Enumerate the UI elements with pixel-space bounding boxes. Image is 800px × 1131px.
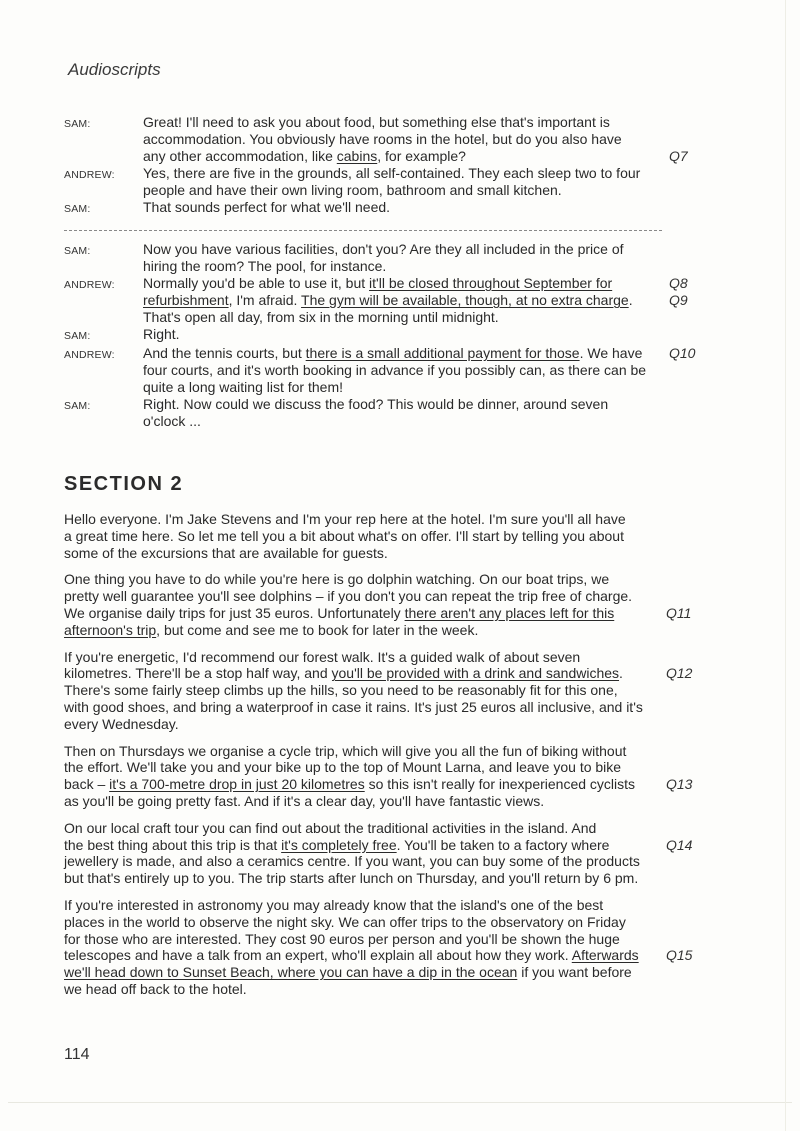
paragraph bbox=[64, 511, 704, 561]
text-line bbox=[64, 571, 662, 588]
section-title: SECTION 2 bbox=[64, 473, 184, 495]
paragraph bbox=[64, 649, 704, 733]
text-line bbox=[143, 396, 665, 413]
question-marker bbox=[662, 743, 706, 810]
text-segment: o'clock ... bbox=[143, 413, 201, 429]
paragraph-text bbox=[64, 820, 662, 887]
text-line bbox=[64, 649, 662, 666]
question-number: Q8 bbox=[669, 275, 688, 291]
paragraph-text bbox=[64, 511, 662, 561]
text-line bbox=[143, 131, 665, 148]
dialogue-text bbox=[143, 165, 665, 199]
text-line bbox=[64, 947, 662, 964]
text-line bbox=[64, 931, 662, 948]
text-segment: . bbox=[619, 665, 623, 682]
dashed-divider bbox=[64, 230, 662, 231]
question-number: Q13 bbox=[666, 776, 693, 793]
text-line bbox=[64, 820, 662, 837]
underlined-answer-text: you'll be provided with a drink and sandwiches bbox=[331, 665, 620, 682]
paragraph-text bbox=[64, 743, 662, 810]
dialogue-part-2 bbox=[64, 241, 704, 430]
question-number: Q7 bbox=[669, 148, 688, 164]
dialogue-text bbox=[143, 199, 665, 218]
text-line bbox=[64, 870, 662, 887]
text-segment: hiring the room? The pool, for instance. bbox=[143, 258, 387, 274]
question-number: Q15 bbox=[666, 947, 693, 964]
text-segment: people and have their own living room, bathroom and small kitchen. bbox=[143, 182, 562, 198]
text-segment: places in the world to observe the night sky. We can offer trips to the observatory on Friday bbox=[64, 913, 626, 930]
text-segment: That sounds perfect for what we'll need. bbox=[143, 199, 391, 215]
text-line bbox=[64, 776, 662, 793]
text-line bbox=[64, 605, 662, 622]
underlined-answer-text: Afterwards bbox=[571, 947, 639, 964]
text-line bbox=[64, 897, 662, 914]
underlined-answer-text: there aren't any places left for this bbox=[404, 604, 615, 621]
text-segment: we head off back to the hotel. bbox=[64, 980, 247, 997]
question-markers bbox=[665, 345, 707, 396]
text-line bbox=[64, 743, 662, 760]
page-number: 114 bbox=[64, 1046, 90, 1063]
underlined-answer-text: refurbishment bbox=[143, 292, 229, 308]
paragraph bbox=[64, 571, 704, 638]
dialogue-turn bbox=[64, 345, 704, 396]
text-line bbox=[64, 914, 662, 931]
text-line bbox=[64, 837, 662, 854]
dialogue-text bbox=[143, 241, 665, 275]
question-marker bbox=[662, 649, 706, 733]
text-line bbox=[64, 588, 662, 605]
underlined-answer-text: cabins bbox=[336, 148, 378, 164]
page-edge-line bbox=[8, 1102, 792, 1103]
text-segment: , I'm afraid. bbox=[228, 292, 302, 308]
text-line bbox=[143, 309, 665, 326]
text-segment: if you want before bbox=[517, 964, 632, 981]
text-line bbox=[64, 511, 662, 528]
question-markers bbox=[665, 165, 707, 199]
text-line bbox=[64, 964, 662, 981]
text-segment: some of the excursions that are available for guests. bbox=[64, 544, 388, 561]
text-line bbox=[64, 759, 662, 776]
text-segment: every Wednesday. bbox=[64, 715, 179, 732]
text-segment: accommodation. You obviously have rooms in the hotel, but do you also have bbox=[143, 131, 622, 147]
text-line bbox=[64, 528, 662, 545]
text-line bbox=[143, 165, 665, 182]
dialogue-turn bbox=[64, 396, 704, 430]
question-markers bbox=[665, 114, 707, 165]
underlined-answer-text: there is a small additional payment for those bbox=[305, 345, 580, 361]
text-line bbox=[143, 379, 665, 396]
text-line bbox=[143, 345, 665, 362]
question-marker bbox=[662, 820, 706, 887]
question-markers bbox=[665, 275, 707, 326]
question-number bbox=[669, 379, 707, 396]
speaker-label: SAM: bbox=[64, 245, 91, 257]
text-segment: If you're interested in astronomy you may already know that the island's one of the best bbox=[64, 896, 604, 913]
text-segment: four courts, and it's worth booking in advance if you possibly can, as there can be bbox=[143, 362, 647, 378]
text-line bbox=[64, 622, 662, 639]
question-number: Q10 bbox=[669, 345, 696, 361]
text-line bbox=[64, 665, 662, 682]
text-segment: jewellery is made, and also a ceramics centre. If you want, you can buy some of the products bbox=[64, 853, 640, 870]
text-line bbox=[143, 148, 665, 165]
speaker-label: ANDREW: bbox=[64, 349, 115, 361]
dialogue bbox=[64, 114, 704, 430]
section-2-monologue bbox=[64, 511, 704, 1008]
question-number bbox=[669, 362, 707, 379]
speaker-label: ANDREW: bbox=[64, 169, 115, 181]
text-segment: Then on Thursdays we organise a cycle trip, which will give you all the fun of biking without bbox=[64, 742, 627, 759]
text-line bbox=[143, 182, 665, 199]
text-segment: so this isn't really for inexperienced cyclists bbox=[364, 776, 636, 793]
speaker-label: SAM: bbox=[64, 203, 91, 215]
text-segment: as you'll be going pretty fast. And if it's a clear day, you'll have fantastic views. bbox=[64, 792, 545, 809]
dialogue-turn bbox=[64, 241, 704, 275]
text-line bbox=[143, 292, 665, 309]
text-line bbox=[64, 699, 662, 716]
text-segment: but that's entirely up to you. The trip starts after lunch on Thursday, and you'll return by 6 pm. bbox=[64, 870, 639, 887]
page-right-edge bbox=[785, 0, 786, 1131]
text-segment: On our local craft tour you can find out about the traditional activities in the island. And bbox=[64, 819, 597, 836]
text-segment: kilometres. There'll be a stop half way, and bbox=[64, 665, 332, 682]
text-line bbox=[143, 413, 665, 430]
underlined-answer-text: it'll be closed throughout September for bbox=[369, 275, 613, 291]
question-number bbox=[669, 114, 707, 131]
text-segment: , but come and see me to book for later in the week. bbox=[156, 621, 479, 638]
underlined-answer-text: we'll head down to Sunset Beach, where you can have a dip in the ocean bbox=[64, 964, 518, 981]
dialogue-turn bbox=[64, 275, 704, 326]
text-line bbox=[64, 716, 662, 733]
text-segment: quite a long waiting list for them! bbox=[143, 379, 343, 395]
dialogue-turn bbox=[64, 165, 704, 199]
text-segment: , for example? bbox=[377, 148, 466, 164]
text-segment: There's some fairly steep climbs up the hills, so you need to be reasonably fit for this one, bbox=[64, 682, 618, 699]
text-segment: Now you have various facilities, don't you? Are they all included in the price of bbox=[143, 241, 624, 257]
text-segment: . bbox=[628, 292, 633, 308]
question-marker bbox=[662, 571, 706, 638]
question-number bbox=[669, 309, 707, 326]
text-line bbox=[143, 275, 665, 292]
text-line bbox=[143, 114, 665, 131]
paragraph bbox=[64, 743, 704, 810]
paragraph-text bbox=[64, 897, 662, 998]
speaker-label: ANDREW: bbox=[64, 279, 115, 291]
text-segment: Great! I'll need to ask you about food, but something else that's important is bbox=[143, 114, 610, 130]
page-header-title: Audioscripts bbox=[68, 60, 161, 79]
question-number: Q9 bbox=[669, 292, 688, 308]
paragraph-text bbox=[64, 649, 662, 733]
dialogue-turn bbox=[64, 326, 704, 345]
dialogue-text bbox=[143, 396, 665, 430]
text-segment: Yes, there are five in the grounds, all self-contained. They each sleep two to four bbox=[143, 165, 641, 181]
text-line bbox=[143, 199, 665, 216]
question-number: Q11 bbox=[666, 604, 692, 621]
text-segment: That's open all day, from six in the morning until midnight. bbox=[143, 309, 499, 325]
underlined-answer-text: afternoon's trip bbox=[64, 621, 157, 638]
text-line bbox=[64, 793, 662, 810]
dialogue-text bbox=[143, 275, 665, 326]
text-segment: If you're energetic, I'd recommend our forest walk. It's a guided walk of about seven bbox=[64, 648, 581, 665]
paragraph-text bbox=[64, 571, 662, 638]
text-segment: back – bbox=[64, 776, 110, 793]
question-markers bbox=[665, 241, 707, 275]
paragraph bbox=[64, 820, 704, 887]
paragraph bbox=[64, 897, 704, 998]
dialogue-text bbox=[143, 345, 665, 396]
question-markers bbox=[665, 199, 707, 218]
speaker-label: SAM: bbox=[64, 118, 91, 130]
question-number: Q12 bbox=[666, 665, 693, 682]
text-segment: Right. Now could we discuss the food? This would be dinner, around seven bbox=[143, 396, 609, 412]
text-segment: any other accommodation, like bbox=[143, 148, 337, 164]
text-line bbox=[143, 362, 665, 379]
dialogue-part-1 bbox=[64, 114, 704, 218]
dialogue-turn bbox=[64, 114, 704, 165]
question-marker bbox=[662, 897, 706, 998]
text-segment: a great time here. So let me tell you a bit about what's on offer. I'll start by telling you about bbox=[64, 527, 624, 544]
text-line bbox=[143, 258, 665, 275]
text-segment: Normally you'd be able to use it, but bbox=[143, 275, 370, 291]
text-segment: . You'll be taken to a factory where bbox=[396, 836, 610, 853]
text-segment: for those who are interested. They cost 90 euros per person and you'll be shown the huge bbox=[64, 930, 620, 947]
question-number: Q14 bbox=[666, 836, 693, 853]
underlined-answer-text: it's a 700-metre drop in just 20 kilometres bbox=[109, 776, 365, 793]
text-segment: telescopes and have a talk from an expert, who'll explain all about how they work. bbox=[64, 947, 572, 964]
text-line bbox=[64, 682, 662, 699]
text-segment: And the tennis courts, but bbox=[143, 345, 306, 361]
text-segment: pretty well guarantee you'll see dolphins – if you don't you can repeat the trip free of charge. bbox=[64, 588, 633, 605]
text-segment: One thing you have to do while you're here is go dolphin watching. On our boat trips, we bbox=[64, 571, 610, 588]
text-segment: . We have bbox=[579, 345, 643, 361]
speaker-label: SAM: bbox=[64, 400, 91, 412]
text-line bbox=[64, 981, 662, 998]
speaker-label: SAM: bbox=[64, 330, 91, 342]
question-number bbox=[669, 131, 707, 148]
dialogue-text bbox=[143, 114, 665, 165]
text-line bbox=[143, 241, 665, 258]
text-segment: Right. bbox=[143, 326, 180, 342]
text-segment: the effort. We'll take you and your bike up to the top of Mount Larna, and leave you to bike bbox=[64, 759, 622, 776]
question-markers bbox=[665, 326, 707, 345]
underlined-answer-text: The gym will be available, though, at no extra charge bbox=[301, 292, 629, 308]
dialogue-text bbox=[143, 326, 665, 345]
question-markers bbox=[665, 396, 707, 430]
text-line bbox=[143, 326, 665, 343]
underlined-answer-text: it's completely free bbox=[281, 836, 397, 853]
text-line bbox=[64, 853, 662, 870]
text-segment: the best thing about this trip is that bbox=[64, 836, 282, 853]
text-line bbox=[64, 545, 662, 562]
dialogue-turn bbox=[64, 199, 704, 218]
text-segment: Hello everyone. I'm Jake Stevens and I'm your rep here at the hotel. I'm sure you'll all have bbox=[64, 511, 626, 527]
text-segment: We organise daily trips for just 35 euros. Unfortunately bbox=[64, 604, 405, 621]
question-marker bbox=[662, 511, 706, 561]
text-segment: with good shoes, and bring a waterproof in case it rains. It's just 25 euros all inclusive, and it's bbox=[64, 698, 643, 715]
